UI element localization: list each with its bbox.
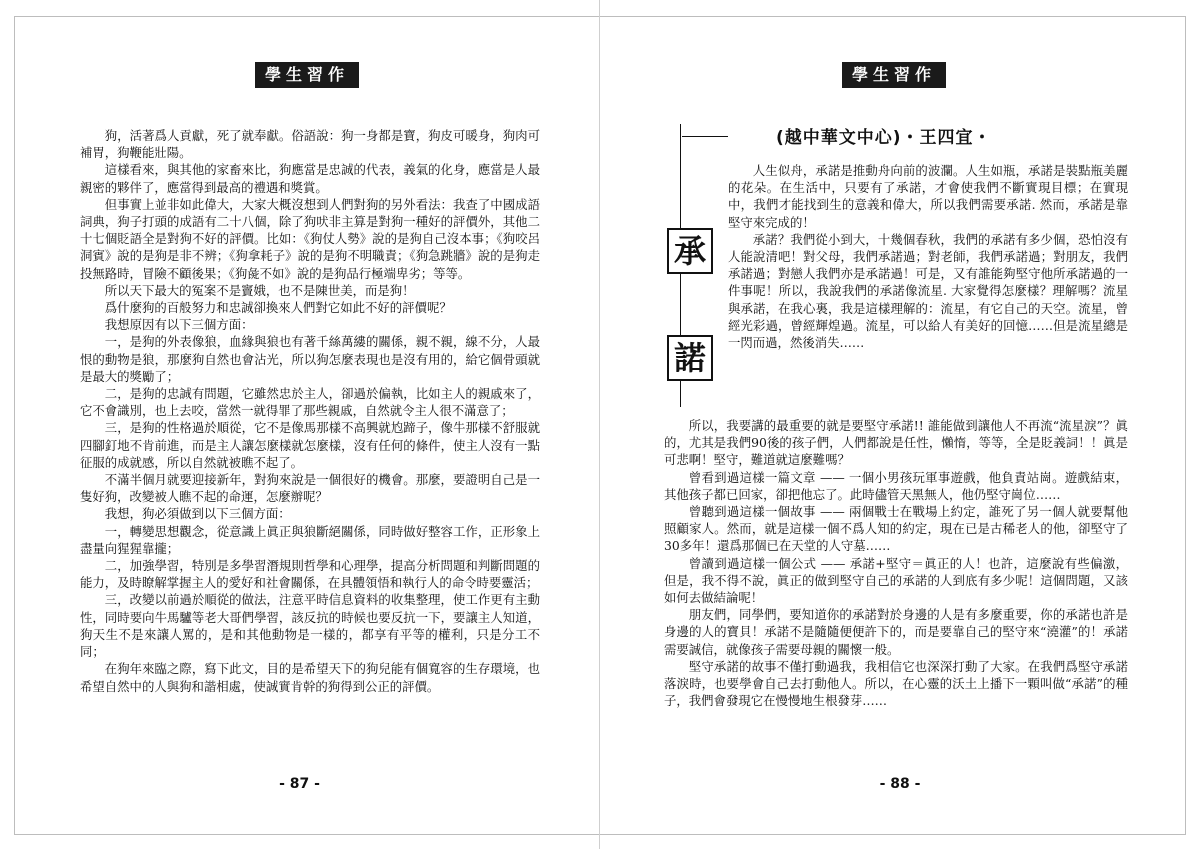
- paragraph: 二，是狗的忠誠有問題，它雖然忠於主人，卻過於偏執，比如主人的親戚來了，它不會識別，也上去咬，當然一就得罪了那些親戚，自然就令主人很不滿意了；: [80, 386, 540, 419]
- paragraph: 堅守承諾的故事不僅打動過我，我相信它也深深打動了大家。在我們爲堅守承諾落淚時，也要學會自己去打動他人。所以，在心靈的沃土上播下一顆叫做“承諾”的種子，我們會發現它在慢慢地生根發芽……: [664, 658, 1128, 709]
- right-body-text: [664, 417, 1128, 709]
- paragraph: 但事實上並非如此偉大，大家大概沒想到人們對狗的另外看法：我查了中國成語詞典，狗子打頭的成語有二十八個，除了狗吠非主算是對狗一種好的評價外，其他二十七個貶語全是對狗不好的評價。比如：《狗仗人勢》說的是狗自己沒本事；《狗咬呂洞賓》說的是狗是非不辨；《狗拿耗子》說的是狗不明職責；《狗急跳牆》說的是狗走投無路時，冒險不顧後果；《狗彘不如》說的是狗品行極端卑劣；等等。: [80, 196, 540, 281]
- title-char-box: 承: [667, 228, 713, 274]
- paragraph: 在狗年來臨之際，寫下此文，目的是希望天下的狗兒能有個寬容的生存環境，也希望自然中的人與狗和諧相處，使誠實肯幹的狗得到公正的評價。: [80, 661, 540, 694]
- paragraph: 一，轉變思想觀念，從意識上眞正與狼斷絕關係，同時做好整容工作，正形象上盡量向猩猩靠攏；: [80, 523, 540, 556]
- paragraph: 我想，狗必須做到以下三個方面：: [104, 506, 291, 522]
- paragraph: 曾看到過這樣一篇文章 —— 一個小男孩玩軍事遊戲，他負責站崗。遊戲結束，其他孩子都已回家，卻把他忘了。此時儘管天黑無人，他仍堅守崗位……: [664, 469, 1128, 502]
- paragraph: 狗，活著爲人貢獻，死了就奉獻。俗語說：狗一身都是寶，狗皮可暖身，狗肉可補胃，狗鞭能壯陽。: [80, 128, 540, 161]
- right-page: [600, 0, 1200, 849]
- left-body-text: [80, 127, 540, 695]
- right-intro-text: [728, 162, 1128, 351]
- paragraph: 曾聽到過這樣一個故事 —— 兩個戰士在戰場上約定，誰死了另一個人就要幫他照顧家人。然而，就是這樣一個不爲人知的約定，現在已是古稀老人的他，卻堅守了30多年！還爲那個已在天堂的人守墓……: [664, 504, 1128, 554]
- title-char-box: 諾: [667, 335, 713, 381]
- title-vertical-rule: [680, 274, 681, 335]
- paragraph: 三，改變以前過於順從的做法，注意平時信息資料的收集整理，使工作更有主動性，同時要向牛馬驢等老大哥們學習，該反抗的時候也要反抗一下，要讓主人知道，狗天生不是來讓人罵的，是和其他動物是一樣的，都享有平等的權利，只是分工不同；: [80, 592, 540, 660]
- paragraph: 曾讀到過這樣一個公式 —— 承諾+堅守＝眞正的人！也許，這麼說有些偏激，但是，我不得不說，眞正的做到堅守自己的承諾的人到底有多少呢！這個問題，又該如何去做結論呢！: [664, 555, 1128, 606]
- paragraph: 朋友們，同學們，要知道你的承諾對於身邊的人是有多麼重要，你的承諾也許是身邊的人的寶貝！承諾不是隨隨便便許下的，而是要靠自己的堅守來“澆灌”的！承諾需要誠信，就像孩子需要母親的關懷一般。: [664, 607, 1128, 657]
- paragraph: 人生似舟，承諾是推動舟向前的波瀾。人生如瓶，承諾是裝點瓶美麗的花朵。在生活中，只要有了承諾，才會使我們不斷實現目標；在實現中，我們才能找到生的意義和偉大，所以我們需要承諾. 然而，承諾是靠堅守來完成的！: [728, 163, 1128, 230]
- paragraph: 爲什麼狗的百般努力和忠誠卻換來人們對它如此不好的評價呢？: [104, 300, 452, 316]
- page-number: - 87 -: [279, 776, 320, 792]
- paragraph: 所以，我要講的最重要的就是要堅守承諾!! 誰能做到讓他人不再流“流星淚”？眞的，尤其是我們90後的孩子們，人們都說是任性，懶惰，等等，全是貶義詞！！眞是可悲啊！堅守，難道就這麼難嗎？: [664, 418, 1128, 468]
- paragraph: 不滿半個月就要迎接新年，對狗來說是一個很好的機會。那麼，要證明自己是一隻好狗，改變被人瞧不起的命運，怎麼辦呢？: [80, 472, 540, 505]
- title-vertical-rule: [680, 381, 681, 407]
- paragraph: 承諾？我們從小到大，十幾個春秋，我們的承諾有多少個，恐怕沒有人能說清吧！對父母，我們承諾過；對老師，我們承諾過；對朋友，我們承諾過；對戀人我們亦是承諾過！可是，又有誰能夠堅守他所承諾過的一件事呢！所以，我說我們的承諾像流星. 大家覺得怎麼樣？理解嗎？流星與承諾，在我心裏，我是這樣理解的：流星，有它自己的天空。流星，曾經光彩過，曾經輝煌過。流星，可以給人有美好的回憶……但是流星總是一閃而過，然後消失……: [728, 231, 1128, 351]
- paragraph: 我想原因有以下三個方面：: [104, 317, 254, 333]
- paragraph: 一，是狗的外表像狼，血緣與狼也有著千絲萬縷的關係，親不親，線不分，人最恨的動物是狼，那麼狗自然也會沾光，所以狗怎麼表現也是沒有用的，給它個骨頭就是最大的獎勵了；: [80, 334, 540, 384]
- page-number: - 88 -: [879, 776, 921, 792]
- title-vertical-rule: [680, 124, 681, 228]
- section-header: 學生習作: [255, 62, 359, 88]
- paragraph: 三，是狗的性格過於順從，它不是像馬那樣不高興就尥蹄子，像牛那樣不舒服就四腳釘地不肯前進，而是主人讓怎麼樣就怎麼樣，沒有任何的條件，使主人沒有一點征服的成就感，所以自然就被瞧不起了。: [80, 420, 540, 470]
- section-header: 學生習作: [842, 62, 946, 88]
- paragraph: 所以天下最大的冤案不是竇娥，也不是陳世美，而是狗！: [104, 282, 415, 298]
- paragraph: 這樣看來，與其他的家畜來比，狗應當是忠誠的代表，義氣的化身，應當是人最親密的夥伴了，應當得到最高的禮遇和獎賞。: [80, 162, 540, 195]
- paragraph: 二，加強學習，特別是多學習潛規則哲學和心理學，提高分析問題和判斷問題的能力，及時瞭解掌握主人的愛好和社會關係，在具體領悟和執行人的命令時要靈活；: [80, 558, 540, 591]
- article-title: (越中華文中心)・王四宜・: [776, 128, 992, 148]
- title-rule: [682, 136, 728, 137]
